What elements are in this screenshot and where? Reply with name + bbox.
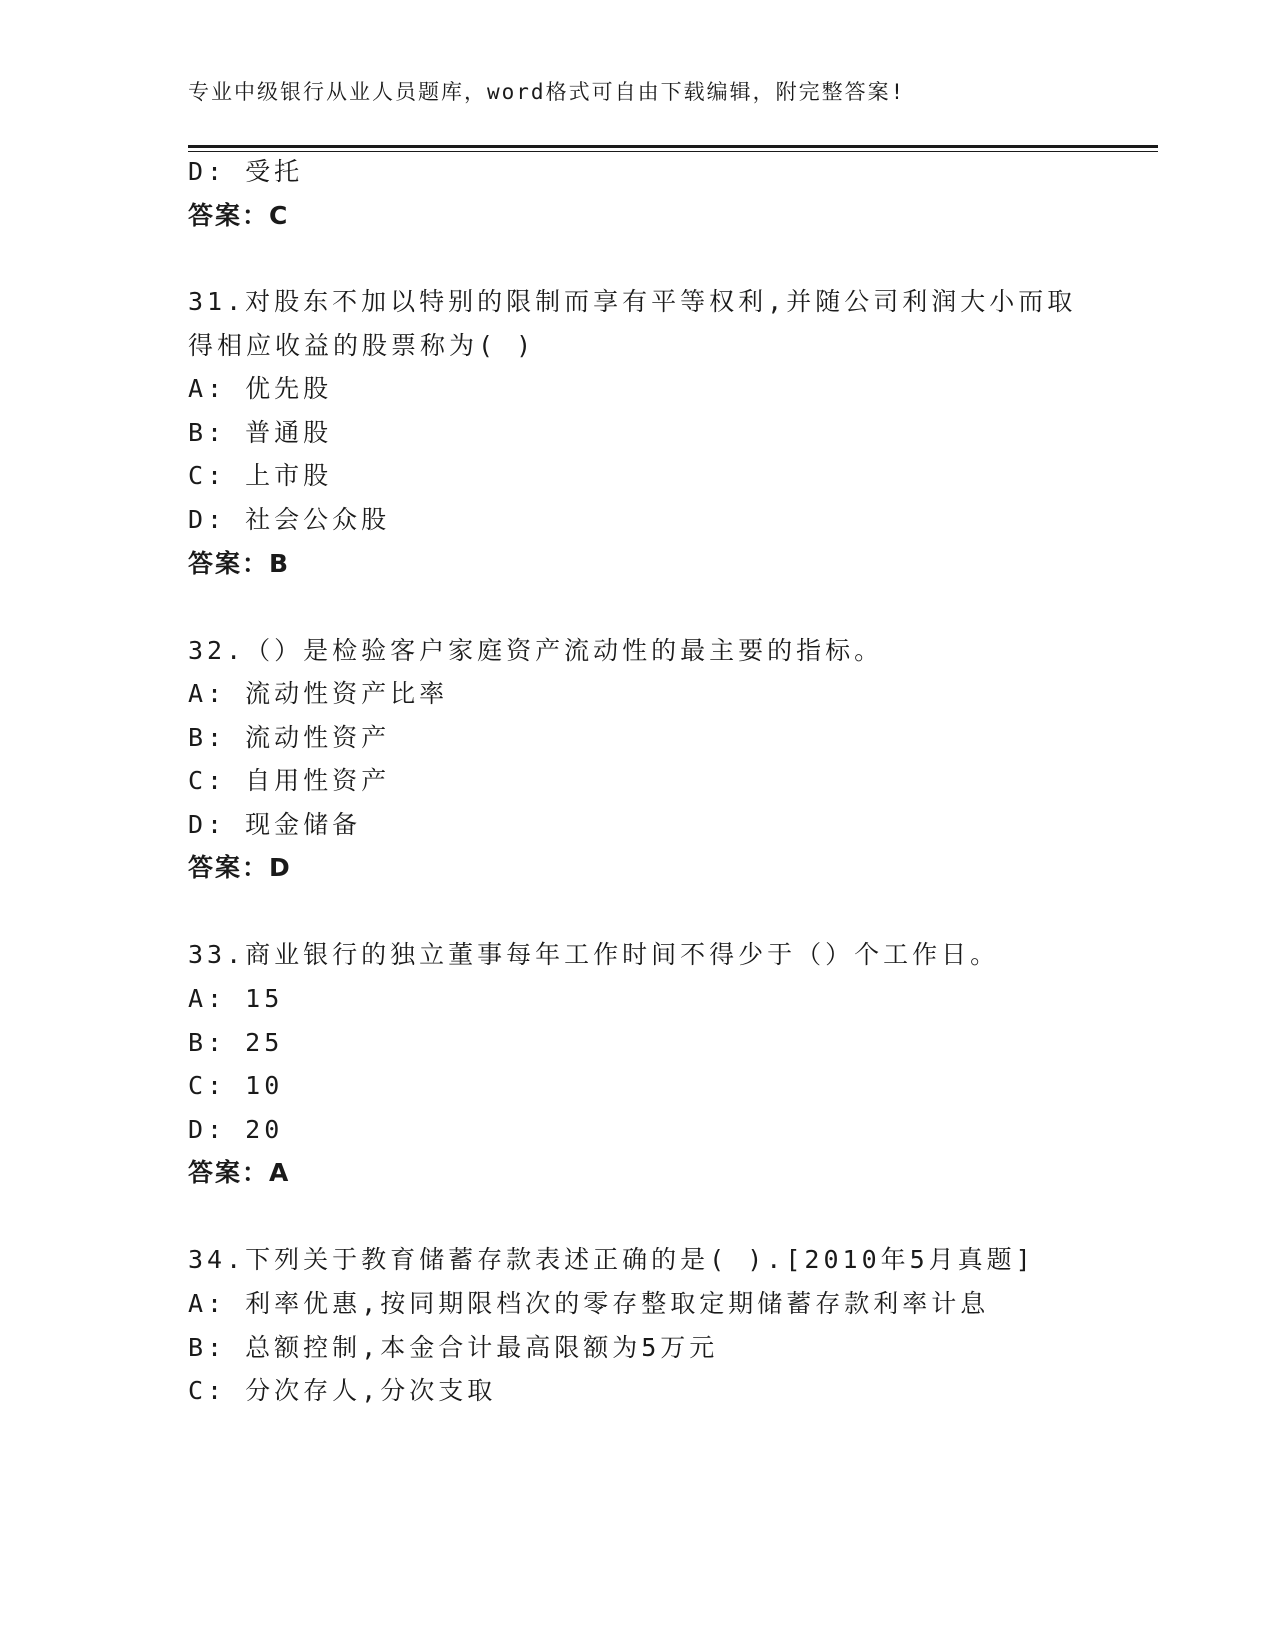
q33-option-a: A: 15 [188, 984, 284, 1013]
page-header: 专业中级银行从业人员题库，word格式可自由下载编辑，附完整答案! [188, 80, 906, 104]
q31-text-line-1: 31.对股东不加以特别的限制而享有平等权利,并随公司利润大小而取 [188, 287, 1077, 316]
prev-option-d: D: 受托 [188, 157, 304, 186]
q32-answer: 答案：D [188, 853, 292, 882]
q33-answer: 答案：A [188, 1158, 291, 1187]
q32-option-c: C: 自用性资产 [188, 766, 391, 795]
q33-option-d: D: 20 [188, 1115, 284, 1144]
header-rule-thin [188, 151, 1158, 152]
q32-option-a: A: 流动性资产比率 [188, 679, 449, 708]
q33-option-b: B: 25 [188, 1028, 284, 1057]
q34-text-line-1: 34.下列关于教育储蓄存款表述正确的是( ).[2010年5月真题] [188, 1245, 1035, 1274]
prev-answer: 答案：C [188, 201, 290, 230]
header-rule-thick [188, 145, 1158, 148]
q33-text-line-1: 33.商业银行的独立董事每年工作时间不得少于（）个工作日。 [188, 940, 1000, 969]
q31-option-b: B: 普通股 [188, 418, 333, 447]
q33-option-c: C: 10 [188, 1071, 284, 1100]
q32-text-line-1: 32.（）是检验客户家庭资产流动性的最主要的指标。 [188, 636, 884, 665]
q31-text-line-2: 得相应收益的股票称为( ) [188, 331, 536, 360]
q31-option-d: D: 社会公众股 [188, 505, 391, 534]
q34-option-c: C: 分次存人,分次支取 [188, 1376, 497, 1405]
q31-option-c: C: 上市股 [188, 461, 333, 490]
q32-option-d: D: 现金储备 [188, 810, 362, 839]
q31-option-a: A: 优先股 [188, 374, 333, 403]
q34-option-b: B: 总额控制,本金合计最高限额为5万元 [188, 1333, 719, 1362]
q32-option-b: B: 流动性资产 [188, 723, 391, 752]
q31-answer: 答案：B [188, 549, 291, 578]
q34-option-a: A: 利率优惠,按同期限档次的零存整取定期储蓄存款利率计息 [188, 1289, 990, 1318]
